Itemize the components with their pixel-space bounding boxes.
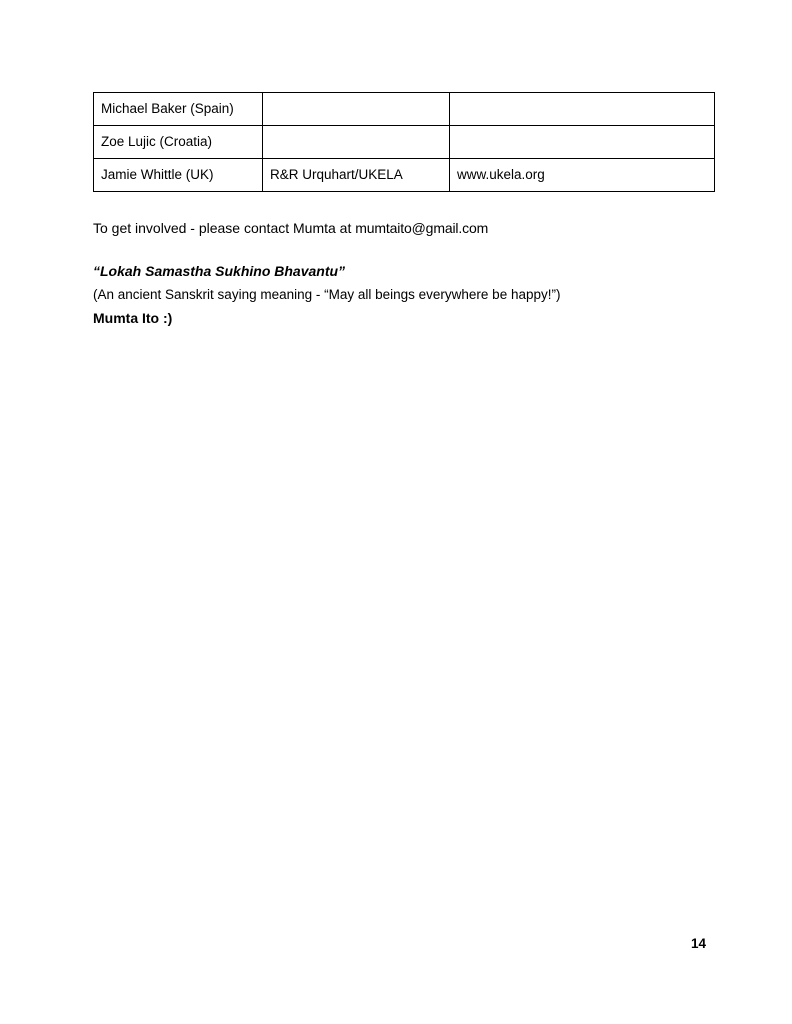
contact-website-cell — [450, 93, 715, 126]
closing-quote-block — [93, 261, 669, 329]
contact-website-cell — [450, 126, 715, 159]
contact-org-cell — [263, 126, 450, 159]
contact-name-cell: Jamie Whittle (UK) — [94, 159, 263, 192]
contact-org-cell — [263, 93, 450, 126]
sanskrit-quote: “Lokah Samastha Sukhino Bhavantu” — [93, 263, 346, 279]
contact-paragraph-lead: To get involved - please contact Mumta at — [93, 220, 356, 236]
contacts-table — [93, 92, 715, 192]
page-content — [93, 92, 669, 329]
contact-org-cell: R&R Urquhart/UKELA — [263, 159, 450, 192]
contact-paragraph — [93, 218, 669, 239]
signature: Mumta Ito :) — [93, 309, 173, 326]
contact-name-cell: Zoe Lujic (Croatia) — [94, 126, 263, 159]
contact-website-cell: www.ukela.org — [450, 159, 715, 192]
contact-email: mumtaito@gmail.com — [355, 220, 489, 236]
table-row — [94, 93, 715, 126]
page-number: 14 — [690, 936, 706, 951]
quote-translation: (An ancient Sanskrit saying meaning - “May all beings everywhere be happy!”) — [93, 286, 561, 302]
table-row — [94, 159, 715, 192]
contact-name-cell: Michael Baker (Spain) — [94, 93, 263, 126]
table-row — [94, 126, 715, 159]
